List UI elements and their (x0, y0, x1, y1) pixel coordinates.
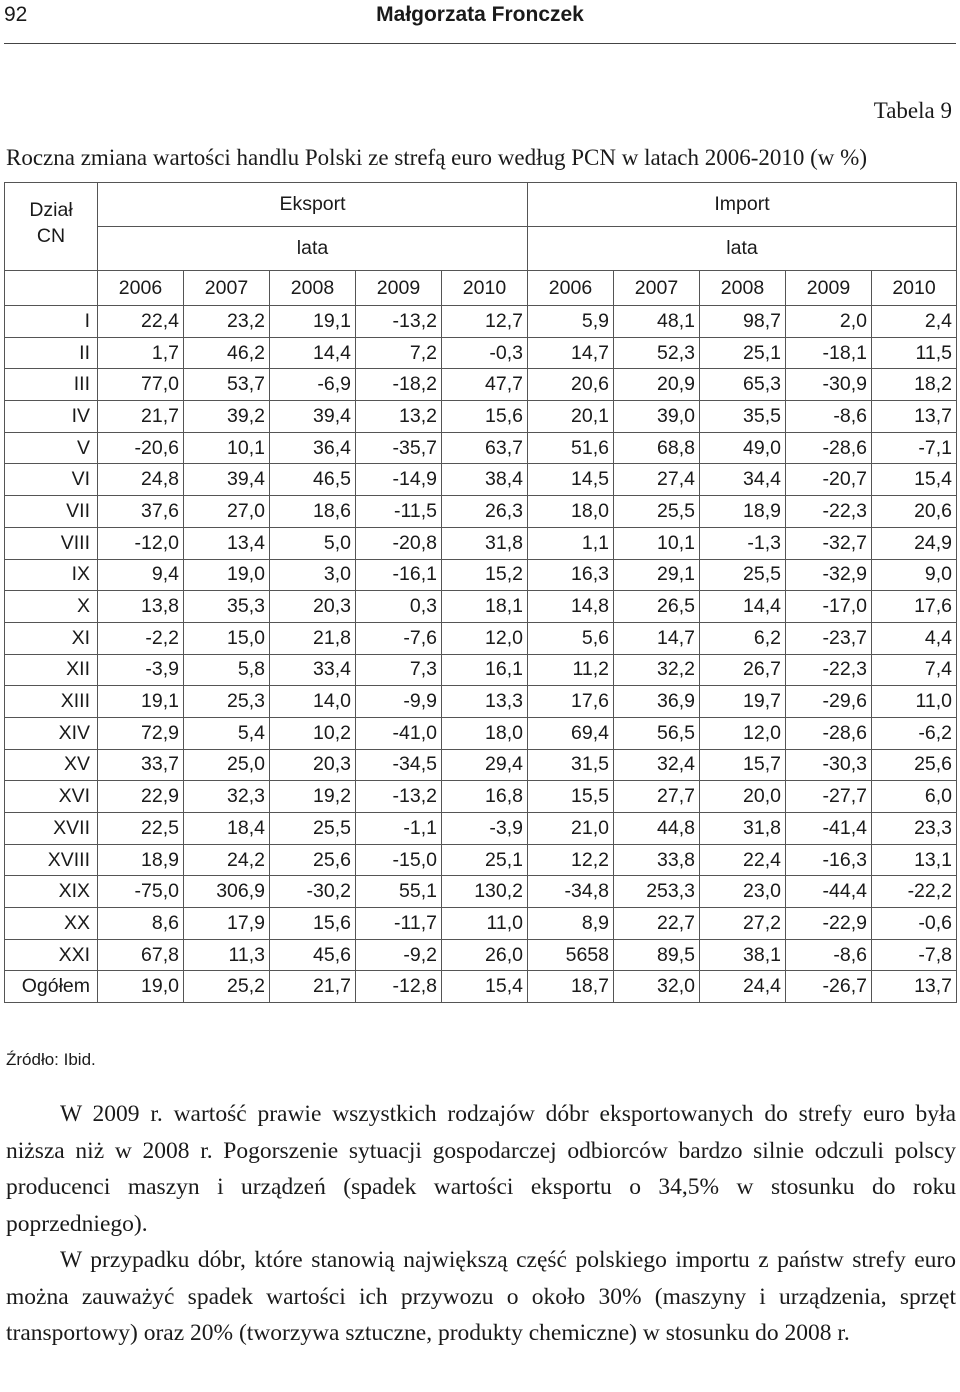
table-cell: 23,3 (872, 813, 957, 845)
table-cell: 56,5 (614, 717, 700, 749)
year-header: 2010 (442, 271, 528, 306)
table-cell: 21,7 (270, 971, 356, 1003)
table-cell: 11,3 (184, 939, 270, 971)
table-cell: 15,2 (442, 559, 528, 591)
table-cell: 11,2 (528, 654, 614, 686)
table-cell: 11,0 (442, 908, 528, 940)
table-cell: 25,5 (270, 813, 356, 845)
table-cell: 22,4 (98, 306, 184, 338)
table-cell: 32,3 (184, 781, 270, 813)
table-cell: -22,3 (786, 496, 872, 528)
table-cell: 20,9 (614, 369, 700, 401)
table-row (5, 496, 957, 528)
year-header: 2008 (270, 271, 356, 306)
trade-change-table (4, 182, 957, 1003)
table-cell: 14,5 (528, 464, 614, 496)
table-cell: 16,3 (528, 559, 614, 591)
table-row (5, 971, 957, 1003)
table-cell: 10,1 (614, 527, 700, 559)
table-cell: 32,4 (614, 749, 700, 781)
table-cell: -35,7 (356, 432, 442, 464)
table-row (5, 686, 957, 718)
table-cell: -32,7 (786, 527, 872, 559)
table-cell: 7,2 (356, 337, 442, 369)
table-cell: -22,3 (786, 654, 872, 686)
table-cell: 17,9 (184, 908, 270, 940)
table-cell: 13,7 (872, 401, 957, 433)
table-cell: -0,6 (872, 908, 957, 940)
table-cell: 15,4 (872, 464, 957, 496)
table-cell: -23,7 (786, 622, 872, 654)
table-cell: 18,9 (98, 844, 184, 876)
table-cell: 35,5 (700, 401, 786, 433)
row-label: XI (5, 622, 98, 654)
table-cell: 10,2 (270, 717, 356, 749)
table-cell: 19,0 (98, 971, 184, 1003)
row-label: Ogółem (5, 971, 98, 1003)
table-row (5, 654, 957, 686)
table-cell: 13,1 (872, 844, 957, 876)
table-cell: -6,2 (872, 717, 957, 749)
table-cell: 16,8 (442, 781, 528, 813)
table-cell: -28,6 (786, 432, 872, 464)
table-cell: 14,7 (528, 337, 614, 369)
table-row (5, 306, 957, 338)
table-cell: -12,0 (98, 527, 184, 559)
table-cell: 4,4 (872, 622, 957, 654)
table-cell: 38,4 (442, 464, 528, 496)
header-rule (4, 43, 956, 44)
table-cell: -7,8 (872, 939, 957, 971)
table-row (5, 464, 957, 496)
table-cell: 26,0 (442, 939, 528, 971)
table-row (5, 591, 957, 623)
table-cell: 17,6 (872, 591, 957, 623)
row-label: XIV (5, 717, 98, 749)
table-cell: 24,8 (98, 464, 184, 496)
table-cell: -26,7 (786, 971, 872, 1003)
table-cell: 19,2 (270, 781, 356, 813)
table-cell: 25,1 (442, 844, 528, 876)
table-cell: 25,5 (700, 559, 786, 591)
row-label: XVII (5, 813, 98, 845)
table-cell: 5658 (528, 939, 614, 971)
table-row (5, 813, 957, 845)
corner-header-line-2: CN (36, 225, 66, 247)
table-cell: 39,4 (184, 464, 270, 496)
table-cell: 26,7 (700, 654, 786, 686)
table-cell: 51,6 (528, 432, 614, 464)
row-label: XVIII (5, 844, 98, 876)
row-label: XVI (5, 781, 98, 813)
row-label: VI (5, 464, 98, 496)
table-row (5, 908, 957, 940)
table-cell: 89,5 (614, 939, 700, 971)
table-cell: -14,9 (356, 464, 442, 496)
table-cell: 33,8 (614, 844, 700, 876)
table-cell: 20,3 (270, 749, 356, 781)
table-cell: 49,0 (700, 432, 786, 464)
table-cell: 13,8 (98, 591, 184, 623)
table-cell: -22,2 (872, 876, 957, 908)
table-cell: 63,7 (442, 432, 528, 464)
table-cell: 25,1 (700, 337, 786, 369)
table-cell: 19,7 (700, 686, 786, 718)
table-cell: 18,7 (528, 971, 614, 1003)
table-cell: 29,1 (614, 559, 700, 591)
table-cell: 15,6 (442, 401, 528, 433)
table-cell: 5,9 (528, 306, 614, 338)
table-cell: 12,0 (700, 717, 786, 749)
table-cell: 55,1 (356, 876, 442, 908)
table-cell: 15,0 (184, 622, 270, 654)
year-header: 2009 (356, 271, 442, 306)
table-cell: -44,4 (786, 876, 872, 908)
paragraph: W przypadku dóbr, które stanowią największą część polskiego importu z państw strefy euro można zauważyć spadek wartości ich przywozu o około 30% (maszyny i urządzenia, sprzęt transportowy) oraz 20% (tworzywa sztuczne, produkty chemiczne) w stosunku do 2008 r. (6, 1247, 956, 1346)
table-source: Źródło: Ibid. (6, 1050, 96, 1069)
import-group-header: Import (528, 183, 957, 227)
table-row (5, 844, 957, 876)
export-years-subheader: lata (98, 227, 528, 271)
table-cell: 27,2 (700, 908, 786, 940)
table-cell: 29,4 (442, 749, 528, 781)
table-cell: -13,2 (356, 781, 442, 813)
table-cell: 36,4 (270, 432, 356, 464)
table-cell: 37,6 (98, 496, 184, 528)
table-cell: 11,0 (872, 686, 957, 718)
table-cell: 26,3 (442, 496, 528, 528)
table-cell: 15,6 (270, 908, 356, 940)
table-cell: 14,0 (270, 686, 356, 718)
table-cell: 8,6 (98, 908, 184, 940)
table-cell: 12,7 (442, 306, 528, 338)
table-cell: 20,3 (270, 591, 356, 623)
table-cell: -34,8 (528, 876, 614, 908)
table-cell: 6,0 (872, 781, 957, 813)
table-cell: 72,9 (98, 717, 184, 749)
table-cell: 20,6 (528, 369, 614, 401)
table-cell: -75,0 (98, 876, 184, 908)
table-cell: 33,7 (98, 749, 184, 781)
table-cell: 68,8 (614, 432, 700, 464)
table-cell: 46,2 (184, 337, 270, 369)
table-cell: 18,2 (872, 369, 957, 401)
table-cell: 69,4 (528, 717, 614, 749)
table-row (5, 401, 957, 433)
table-cell: 15,7 (700, 749, 786, 781)
table-cell: 31,8 (442, 527, 528, 559)
table-cell: -16,3 (786, 844, 872, 876)
table-cell: 46,5 (270, 464, 356, 496)
table-cell: 25,3 (184, 686, 270, 718)
table-cell: 18,0 (442, 717, 528, 749)
row-label: II (5, 337, 98, 369)
table-cell: 20,0 (700, 781, 786, 813)
year-header: 2007 (184, 271, 270, 306)
table-cell: 77,0 (98, 369, 184, 401)
table-cell: 253,3 (614, 876, 700, 908)
table-cell: 7,4 (872, 654, 957, 686)
table-cell: 22,9 (98, 781, 184, 813)
table-cell: 0,3 (356, 591, 442, 623)
table-cell: -28,6 (786, 717, 872, 749)
running-header (0, 0, 960, 44)
table-cell: 98,7 (700, 306, 786, 338)
year-header: 2008 (700, 271, 786, 306)
table-cell: -20,6 (98, 432, 184, 464)
table-cell: -41,4 (786, 813, 872, 845)
paragraph: W 2009 r. wartość prawie wszystkich rodzajów dóbr eksportowanych do strefy euro była niższa niż w 2008 r. Pogorszenie sytuacji gospodarczej odbiorców bardzo silnie odczuli polscy producenci maszyn i urządzeń (spadek wartości eksportu o 34,5% w stosunku do roku poprzedniego). (6, 1101, 956, 1237)
table-cell: -0,3 (442, 337, 528, 369)
table-cell: -32,9 (786, 559, 872, 591)
table-cell: -8,6 (786, 401, 872, 433)
table-cell: -7,1 (872, 432, 957, 464)
table-cell: 22,5 (98, 813, 184, 845)
table-row (5, 369, 957, 401)
table-cell: -11,5 (356, 496, 442, 528)
table-cell: -20,8 (356, 527, 442, 559)
table-cell: -30,3 (786, 749, 872, 781)
table-cell: -3,9 (98, 654, 184, 686)
table-cell: 32,0 (614, 971, 700, 1003)
table-cell: 35,3 (184, 591, 270, 623)
table-cell: 8,9 (528, 908, 614, 940)
table-cell: 3,0 (270, 559, 356, 591)
row-label: XXI (5, 939, 98, 971)
table-cell: 5,6 (528, 622, 614, 654)
table-cell: 7,3 (356, 654, 442, 686)
table-row (5, 432, 957, 464)
table-header (5, 183, 957, 306)
table-cell: 27,4 (614, 464, 700, 496)
table-cell: 25,2 (184, 971, 270, 1003)
corner-header (5, 183, 98, 271)
table-cell: 13,7 (872, 971, 957, 1003)
table-cell: -18,2 (356, 369, 442, 401)
table-cell: 11,5 (872, 337, 957, 369)
table-cell: 19,1 (270, 306, 356, 338)
table-cell: -20,7 (786, 464, 872, 496)
table-cell: 12,2 (528, 844, 614, 876)
table-cell: -34,5 (356, 749, 442, 781)
table-cell: 19,1 (98, 686, 184, 718)
table-cell: 24,9 (872, 527, 957, 559)
body-text (6, 1096, 956, 1352)
year-header: 2007 (614, 271, 700, 306)
table-cell: 39,2 (184, 401, 270, 433)
table-cell: 19,0 (184, 559, 270, 591)
table-cell: 13,3 (442, 686, 528, 718)
table-row (5, 749, 957, 781)
table-cell: 9,0 (872, 559, 957, 591)
table-cell: 45,6 (270, 939, 356, 971)
table-cell: -18,1 (786, 337, 872, 369)
table-cell: 13,4 (184, 527, 270, 559)
table-cell: 67,8 (98, 939, 184, 971)
table-cell: 47,7 (442, 369, 528, 401)
table-cell: 16,1 (442, 654, 528, 686)
table-cell: 18,0 (528, 496, 614, 528)
table-cell: 18,4 (184, 813, 270, 845)
table-cell: 23,2 (184, 306, 270, 338)
table-cell: -13,2 (356, 306, 442, 338)
table-cell: -27,7 (786, 781, 872, 813)
table-cell: 22,4 (700, 844, 786, 876)
table-cell: 34,4 (700, 464, 786, 496)
table-cell: 10,1 (184, 432, 270, 464)
table-cell: -9,2 (356, 939, 442, 971)
table-cell: 2,4 (872, 306, 957, 338)
table-cell: 12,0 (442, 622, 528, 654)
table-cell: -15,0 (356, 844, 442, 876)
table-cell: 14,4 (700, 591, 786, 623)
table-cell: 13,2 (356, 401, 442, 433)
table-cell: 1,1 (528, 527, 614, 559)
table-cell: -16,1 (356, 559, 442, 591)
year-header: 2006 (98, 271, 184, 306)
table-cell: 24,2 (184, 844, 270, 876)
table-cell: -41,0 (356, 717, 442, 749)
table-cell: 21,8 (270, 622, 356, 654)
table-cell: 130,2 (442, 876, 528, 908)
table-cell: 5,4 (184, 717, 270, 749)
table-cell: 27,7 (614, 781, 700, 813)
import-years-subheader: lata (528, 227, 957, 271)
table-cell: -12,8 (356, 971, 442, 1003)
row-label: XV (5, 749, 98, 781)
table-cell: 39,0 (614, 401, 700, 433)
row-label: XIX (5, 876, 98, 908)
table-cell: 17,6 (528, 686, 614, 718)
table-cell: 33,4 (270, 654, 356, 686)
table-cell: -30,9 (786, 369, 872, 401)
table-cell: 18,9 (700, 496, 786, 528)
table-cell: 14,4 (270, 337, 356, 369)
table-cell: 26,5 (614, 591, 700, 623)
table-cell: 38,1 (700, 939, 786, 971)
table-cell: 39,4 (270, 401, 356, 433)
table-cell: 15,5 (528, 781, 614, 813)
row-label: IX (5, 559, 98, 591)
table-cell: 32,2 (614, 654, 700, 686)
table-cell: 1,7 (98, 337, 184, 369)
table-cell: 24,4 (700, 971, 786, 1003)
table-cell: -8,6 (786, 939, 872, 971)
table-row (5, 337, 957, 369)
table-cell: 31,5 (528, 749, 614, 781)
table-row (5, 781, 957, 813)
year-header: 2010 (872, 271, 957, 306)
table-cell: 36,9 (614, 686, 700, 718)
table-cell: 48,1 (614, 306, 700, 338)
table-row (5, 622, 957, 654)
row-label: I (5, 306, 98, 338)
row-label: XIII (5, 686, 98, 718)
row-label: V (5, 432, 98, 464)
table-row (5, 527, 957, 559)
table-cell: -2,2 (98, 622, 184, 654)
table-cell: -1,1 (356, 813, 442, 845)
table-cell: 44,8 (614, 813, 700, 845)
table-cell: -22,9 (786, 908, 872, 940)
table-row (5, 559, 957, 591)
row-label: IV (5, 401, 98, 433)
row-label: VIII (5, 527, 98, 559)
table-cell: -17,0 (786, 591, 872, 623)
table-cell: -1,3 (700, 527, 786, 559)
table-cell: -7,6 (356, 622, 442, 654)
row-label: XII (5, 654, 98, 686)
table-cell: 65,3 (700, 369, 786, 401)
table-cell: 25,6 (270, 844, 356, 876)
table-cell: 23,0 (700, 876, 786, 908)
table-cell: 22,7 (614, 908, 700, 940)
table-cell: -30,2 (270, 876, 356, 908)
row-label: VII (5, 496, 98, 528)
table-cell: -6,9 (270, 369, 356, 401)
year-header: 2006 (528, 271, 614, 306)
table-cell: 18,1 (442, 591, 528, 623)
table-cell: -3,9 (442, 813, 528, 845)
table-cell: 25,5 (614, 496, 700, 528)
table-cell: 14,7 (614, 622, 700, 654)
year-header-row (5, 271, 957, 306)
table-cell: 25,0 (184, 749, 270, 781)
table-row (5, 717, 957, 749)
table-cell: 306,9 (184, 876, 270, 908)
corner-header-line-1: Dział (29, 199, 73, 221)
row-label: X (5, 591, 98, 623)
table-cell: 53,7 (184, 369, 270, 401)
table-label: Tabela 9 (873, 98, 952, 123)
table-cell: 14,8 (528, 591, 614, 623)
table-cell: 6,2 (700, 622, 786, 654)
table-cell: 20,1 (528, 401, 614, 433)
table-cell: 31,8 (700, 813, 786, 845)
table-cell: 52,3 (614, 337, 700, 369)
table-cell: -9,9 (356, 686, 442, 718)
page-number: 92 (4, 3, 28, 26)
table-cell: 15,4 (442, 971, 528, 1003)
table-cell: -29,6 (786, 686, 872, 718)
table-cell: -11,7 (356, 908, 442, 940)
table-cell: 20,6 (872, 496, 957, 528)
table-cell: 18,6 (270, 496, 356, 528)
table-row (5, 939, 957, 971)
row-label: III (5, 369, 98, 401)
table-cell: 21,0 (528, 813, 614, 845)
table-body (5, 306, 957, 1003)
table-cell: 5,8 (184, 654, 270, 686)
running-author: Małgorzata Fronczek (376, 3, 584, 26)
year-row-blank (5, 271, 98, 306)
export-group-header: Eksport (98, 183, 528, 227)
table-cell: 25,6 (872, 749, 957, 781)
table-cell: 5,0 (270, 527, 356, 559)
row-label: XX (5, 908, 98, 940)
table-cell: 27,0 (184, 496, 270, 528)
table-cell: 2,0 (786, 306, 872, 338)
table-cell: 21,7 (98, 401, 184, 433)
year-header: 2009 (786, 271, 872, 306)
table-cell: 9,4 (98, 559, 184, 591)
table-caption: Roczna zmiana wartości handlu Polski ze strefą euro według PCN w latach 2006-2010 (w %) (6, 145, 867, 170)
table-row (5, 876, 957, 908)
